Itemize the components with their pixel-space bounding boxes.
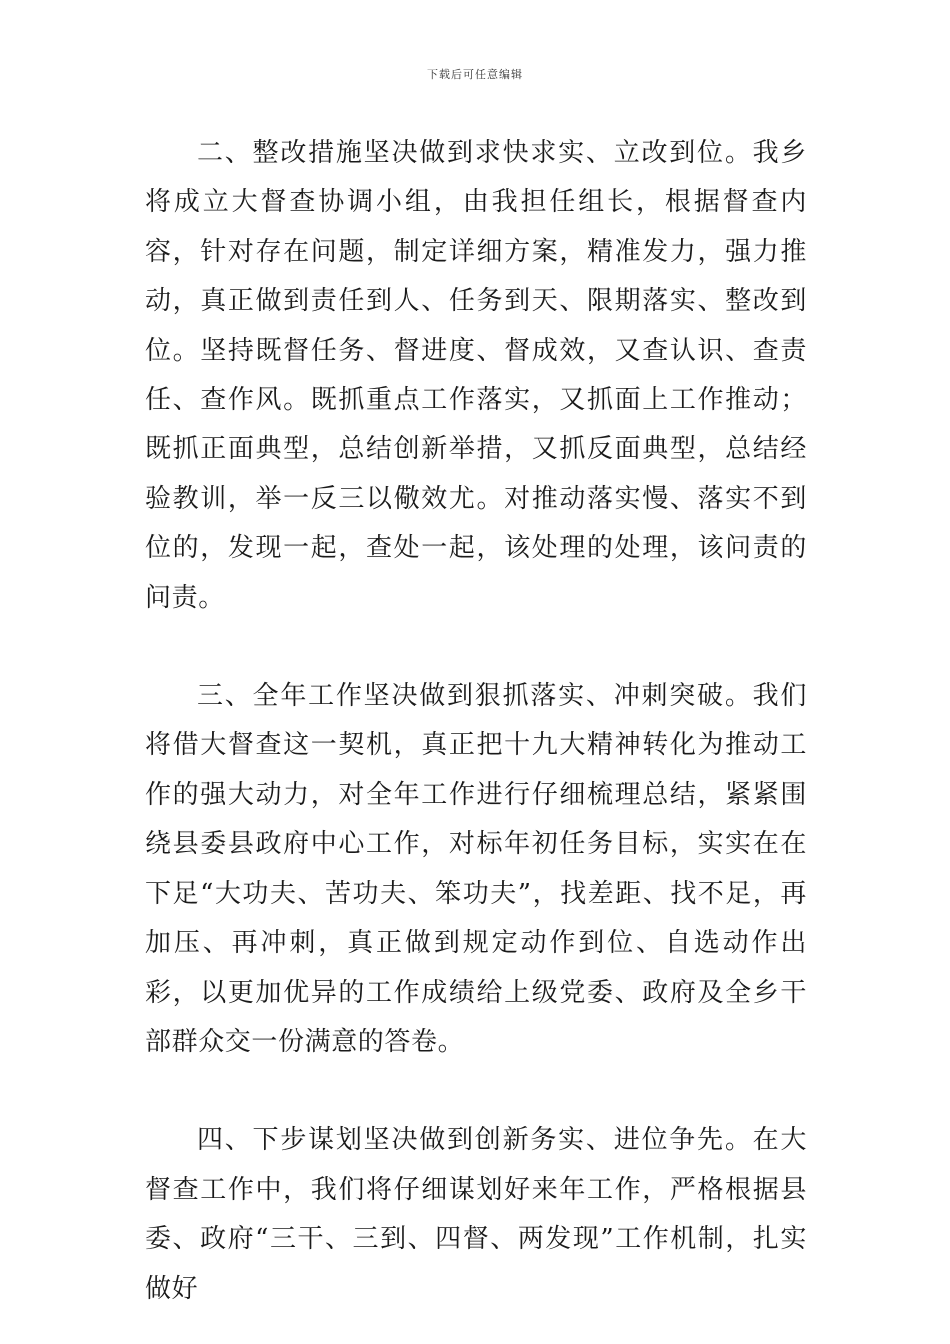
paragraph-annual-work: 三、全年工作坚决做到狠抓落实、冲刺突破。我们将借大督查这一契机，真正把十九大精神转化为推动工作的强大动力，对全年工作进行仔细梳理总结，紧紧围绕县委县政府中心工作，对标年初任务目标，实实在在下足“大功夫、苦功夫、笨功夫”，找差距、找不足，再加压、再冲刺，真正做到规定动作到位、自选动作出彩，以更加优异的工作成绩给上级党委、政府及全乡干部群众交一份满意的答卷。 bbox=[145, 681, 807, 1057]
paragraph-rectification-measures: 二、整改措施坚决做到求快求实、立改到位。我乡将成立大督查协调小组，由我担任组长，根据督查内容，针对存在问题，制定详细方案，精准发力，强力推动，真正做到责任到人、任务到天、限期落实、整改到位。坚持既督任务、督进度、督成效，又查认识、查责任、查作风。既抓重点工作落实，又抓面上工作推动；既抓正面典型，总结创新举措，又抓反面典型，总结经验教训，举一反三以儆效尤。对推动落实慢、落实不到位的，发现一起，查处一起，该处理的处理，该问责的问责。 bbox=[145, 138, 807, 613]
paragraph-next-steps: 四、下步谋划坚决做到创新务实、进位争先。在大督查工作中，我们将仔细谋划好来年工作，严格根据县委、政府“三干、三到、四督、两发现”工作机制，扎实做好 bbox=[145, 1125, 807, 1304]
document-body bbox=[145, 129, 807, 1314]
header-note: 下载后可任意编辑 bbox=[427, 68, 523, 81]
